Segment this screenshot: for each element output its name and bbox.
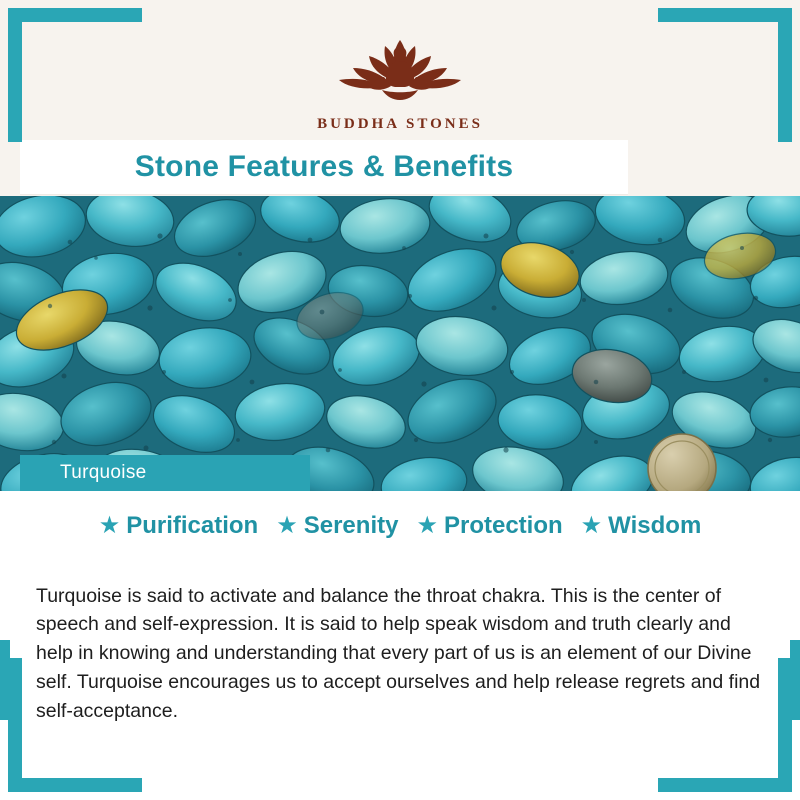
- bottom-spacer: [0, 720, 800, 800]
- benefit-label: Protection: [443, 512, 563, 539]
- benefits-row: [0, 512, 800, 540]
- star-icon: ★: [580, 512, 603, 539]
- benefit-label: Serenity: [303, 512, 399, 539]
- benefit-item-serenity: [276, 512, 398, 540]
- brand-name: BUDDHA STONES: [317, 116, 483, 132]
- stone-photo: [0, 196, 800, 491]
- turquoise-stones-illustration: [0, 196, 800, 491]
- header-panel: [0, 0, 800, 196]
- stone-name: Turquoise: [60, 462, 147, 483]
- benefit-label: Purification: [126, 512, 259, 539]
- lotus-meditation-icon: [325, 20, 475, 112]
- benefit-label: Wisdom: [608, 512, 702, 539]
- benefit-item-wisdom: [581, 512, 702, 540]
- photo-caption-ribbon: [20, 455, 310, 491]
- benefit-item-purification: [99, 512, 259, 540]
- page-title: Stone Features & Benefits: [134, 150, 514, 183]
- page-title-band: [20, 140, 628, 194]
- brand-logo: [0, 20, 800, 133]
- benefit-item-protection: [416, 512, 562, 540]
- star-icon: ★: [416, 512, 438, 539]
- stone-description: Turquoise is said to activate and balance the throat chakra. This is the center of speech and self-expression. It is said to help speak wisdom and truth clearly and help in knowing and understanding that every part of us is an element of our Divine self. Turquoise encourages us to accept ourselves and help release regrets and find self-acceptance.: [36, 584, 761, 722]
- star-icon: ★: [276, 512, 298, 539]
- star-icon: ★: [98, 512, 121, 539]
